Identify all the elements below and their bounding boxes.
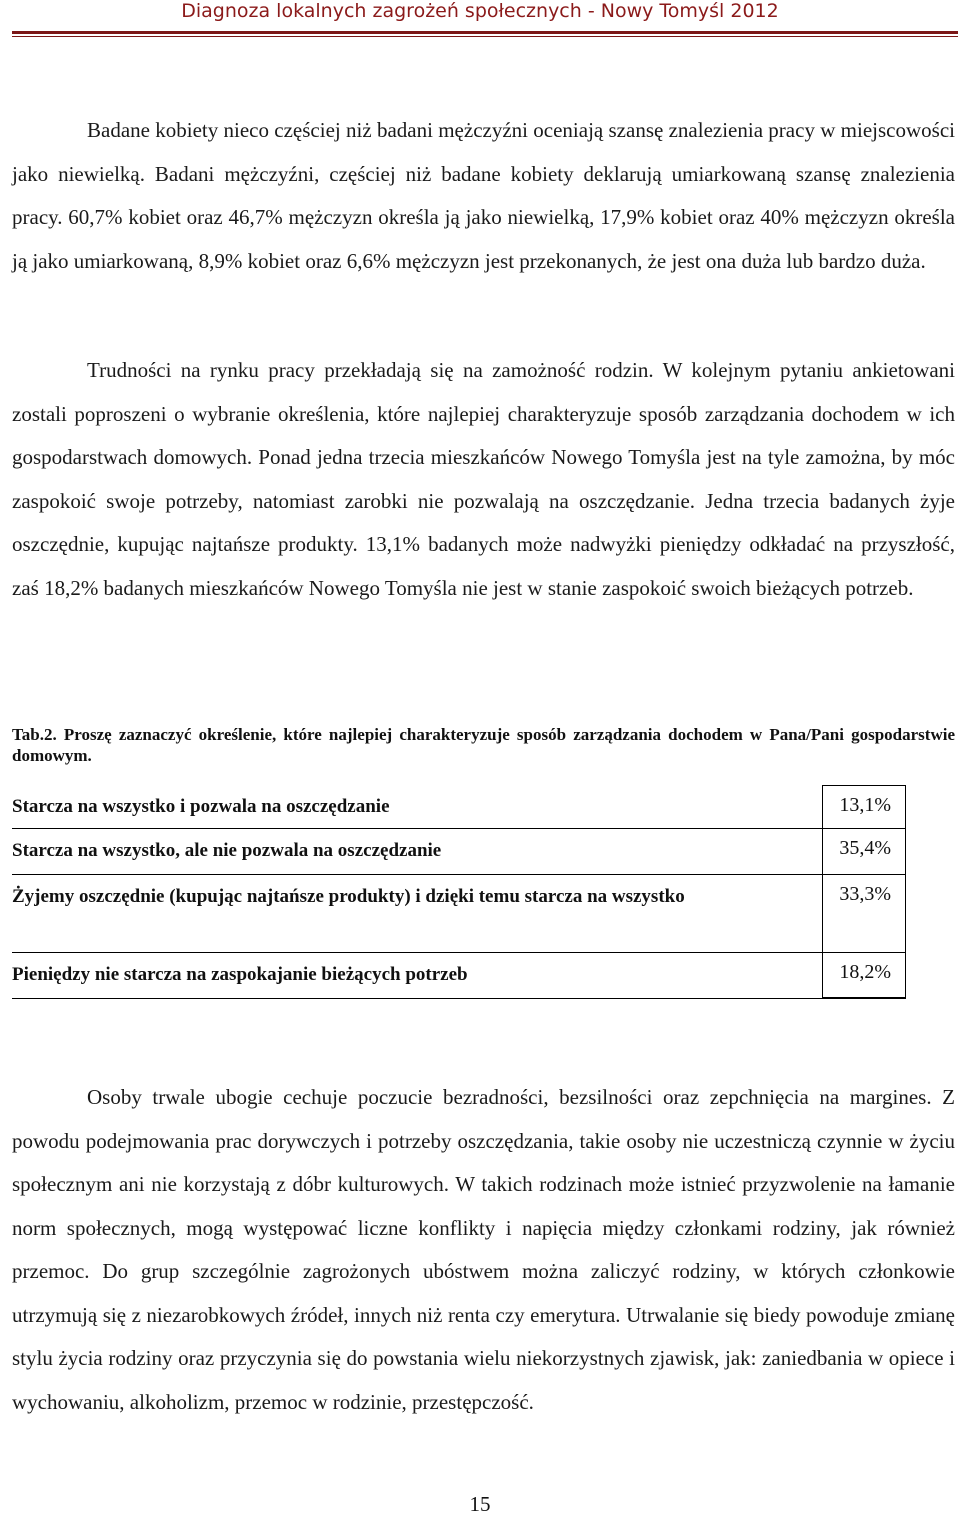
paragraph-employment-chances: Badane kobiety nieco częściej niż badani mężczyźni oceniają szansę znalezienia pracy w miejscowości jako niewielką. Badani mężczyźni, częściej niż badane kobiety deklarują umiarkowaną szansę znalezienia pracy. 60,7% kobiet oraz 46,7% mężczyzn określa ją jako niewielką, 17,9% kobiet oraz 40% mężczyzn określa ją jako umiarkowaną, 8,9% kobiet oraz 6,6% mężczyzn jest przekonanych, że jest ona duża lub bardzo duża. [12, 118, 955, 273]
table-row-label: Starcza na wszystko i pozwala na oszczędzanie [12, 785, 822, 829]
table-row-value: 35,4% [822, 829, 906, 875]
table-row-value: 18,2% [822, 953, 906, 999]
income-management-table [12, 785, 906, 999]
header-rule-thin [12, 36, 958, 37]
page-number: 15 [469, 1492, 491, 1516]
running-header: Diagnoza lokalnych zagrożeń społecznych - Nowy Tomyśl 2012 [181, 0, 779, 22]
table-row-value: 13,1% [822, 785, 906, 829]
paragraph-poverty: Osoby trwale ubogie cechuje poczucie bezradności, bezsilności oraz zepchnięcia na margines. Z powodu podejmowania prac dorywczych i potrzeby oszczędzania, takie osoby nie uczestniczą czynnie w życiu społecznym ani nie korzystają z dóbr kulturowych. W takich rodzinach może istnieć przyzwolenie na łamanie norm społecznych, mogą występować liczne konflikty i napięcia między członkami rodziny, jak również przemoc. Do grup szczególnie zagrożonych ubóstwem można zaliczyć rodziny, w których członkowie utrzymują się z niezarobkowych źródeł, innych niż renta czy emerytura. Utrwalanie się biedy powoduje zmianę stylu życia rodziny oraz przyczynia się do powstania wielu niekorzystnych zjawisk, jak: zaniedbania w opiece i wychowaniu, alkoholizm, przemoc w rodzinie, przestępczość. [12, 1085, 955, 1414]
header-rule-thick [12, 31, 958, 34]
table-row-label: Żyjemy oszczędnie (kupując najtańsze produkty) i dzięki temu starcza na wszystko [12, 875, 822, 953]
table-row-label: Starcza na wszystko, ale nie pozwala na oszczędzanie [12, 829, 822, 875]
paragraph-household-wealth: Trudności na rynku pracy przekładają się na zamożność rodzin. W kolejnym pytaniu ankietowani zostali poproszeni o wybranie określenia, które najlepiej charakteryzuje sposób zarządzania dochodem w ich gospodarstwach domowych. Ponad jedna trzecia mieszkańców Nowego Tomyśla jest na tyle zamożna, by móc zaspokoić swoje potrzeby, natomiast zarobki nie pozwalają na oszczędzanie. Jedna trzecia badanych żyje oszczędnie, kupując najtańsze produkty. 13,1% badanych może nadwyżki pieniędzy odkładać na przyszłość, zaś 18,2% badanych mieszkańców Nowego Tomyśla nie jest w stanie zaspokoić swoich bieżących potrzeb. [12, 358, 955, 600]
table-caption: Tab.2. Proszę zaznaczyć określenie, które najlepiej charakteryzuje sposób zarządzania dochodem w Pana/Pani gospodarstwie domowym. [12, 725, 955, 765]
table-row-label: Pieniędzy nie starcza na zaspokajanie bieżących potrzeb [12, 953, 822, 999]
table-row-value: 33,3% [822, 875, 906, 953]
